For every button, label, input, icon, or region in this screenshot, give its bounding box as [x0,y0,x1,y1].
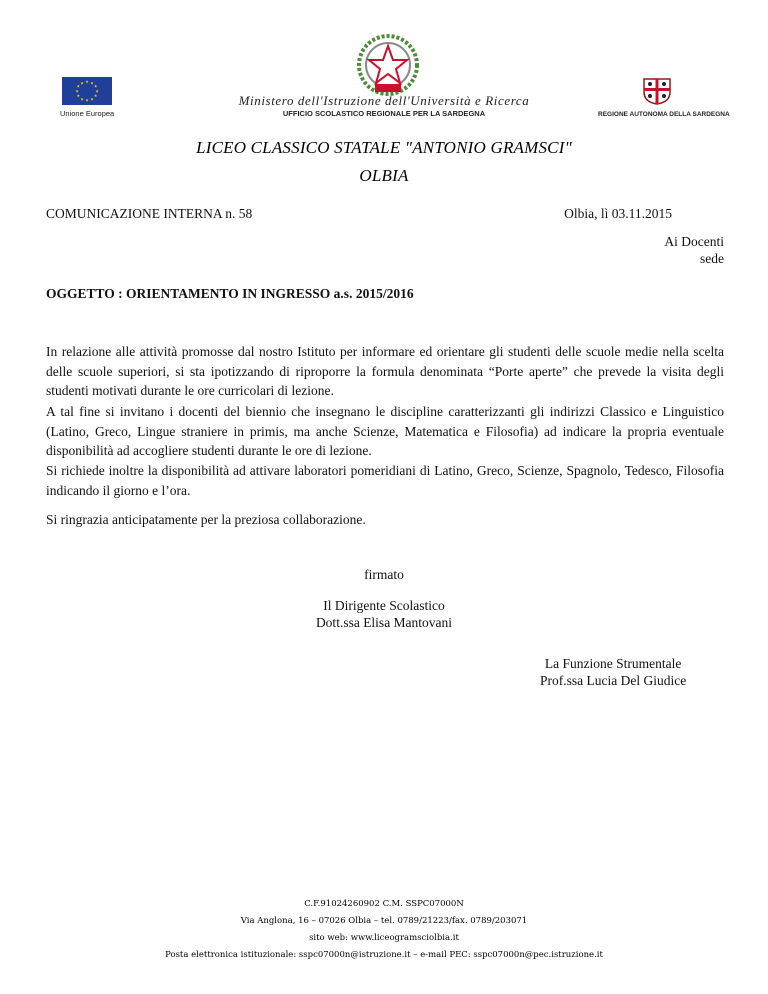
svg-text:★: ★ [95,88,99,94]
recipients [664,233,724,267]
svg-text:★: ★ [93,83,98,89]
school-city: OLBIA [359,166,409,185]
memo-number: COMUNICAZIONE INTERNA n. 58 [46,206,253,221]
dirigente-name: Dott.ssa Elisa Mantovani [315,615,453,630]
svg-text:★: ★ [85,79,89,84]
eu-label: Unione Europea [60,109,115,118]
svg-text:★: ★ [93,93,98,98]
footer [0,896,768,964]
paragraph-laboratori: Si richiede inoltre la disponibilità ad attivare laboratori pomeridiani di Latino, Greco, Scienze, Spagnolo, Tedesco, Filosofia indicando il giorno e l’ora. [46,463,724,498]
italian-emblem-icon [347,34,429,96]
funzione-signature [540,655,686,689]
footer-codes: C.F.91024260902 C.M. SSPC07000N [304,899,464,909]
recipient-sede: sede [700,251,724,266]
svg-text:★: ★ [85,97,89,103]
ministry-line: Ministero dell'Istruzione dell'Università e Ricerca [238,93,530,108]
paragraph-ringraziamento: Si ringrazia anticipatamente per la preziosa collaborazione. [46,512,366,527]
svg-text:★: ★ [76,83,81,89]
memo-subject: OGGETTO : ORIENTAMENTO IN INGRESSO a.s. 2015/2016 [46,286,414,301]
funzione-title: La Funzione Strumentale [544,656,682,671]
funzione-name: Prof.ssa Lucia Del Giudice [540,673,687,688]
dirigente-signature [0,597,768,631]
svg-text:★: ★ [76,93,81,98]
footer-address: Via Anglona, 16 – 07026 Olbia – tel. 0789/21223/fax. 0789/203071 [240,916,528,926]
footer-emails: Posta elettronica istituzionale: sspc07000n@istruzione.it – e-mail PEC: sspc07000n@pec.istruzione.it [165,950,603,960]
paragraph-porte-aperte: In relazione alle attività promosse dal nostro Istituto per informare ed orientare gli studenti delle scuole medie nella scelta delle scuole superiori, si sta ipotizzando di riproporre la formula denominata “Porte aperte” che prevede la visita degli studenti motivati durante le ore curricolari di lezione. [46,344,724,399]
svg-text:★: ★ [90,80,94,86]
school-name: LICEO CLASSICO STATALE "ANTONIO GRAMSCI" [196,138,572,157]
svg-text:★: ★ [80,96,84,102]
place-date: Olbia, lì 03.11.2015 [564,206,672,221]
footer-website: sito web: www.liceogramsciolbia.it [309,933,459,943]
paragraph-docenti-biennio: A tal fine si invitano i docenti del biennio che insegnano le discipline caratterizzanti gli indirizzi Classico e Linguistico (Latino, Greco, Lingue straniere in primis, ma anche Scienze, Matematica e Filosofia) ad indicare la propria eventuale disponibilità ad accogliere studenti durante le ore di lezione. [46,404,724,459]
sardegna-coat-of-arms-icon [641,75,673,105]
recipient-docenti: Ai Docenti [664,234,724,249]
svg-text:★: ★ [75,88,79,94]
svg-text:★: ★ [80,80,84,86]
sardegna-label: REGIONE AUTONOMA DELLA SARDEGNA [598,111,730,118]
dirigente-title: Il Dirigente Scolastico [323,598,445,613]
firmato-label: firmato [364,567,404,582]
ufficio-line: UFFICIO SCOLASTICO REGIONALE PER LA SARDEGNA [282,109,486,118]
svg-text:★: ★ [90,96,94,102]
